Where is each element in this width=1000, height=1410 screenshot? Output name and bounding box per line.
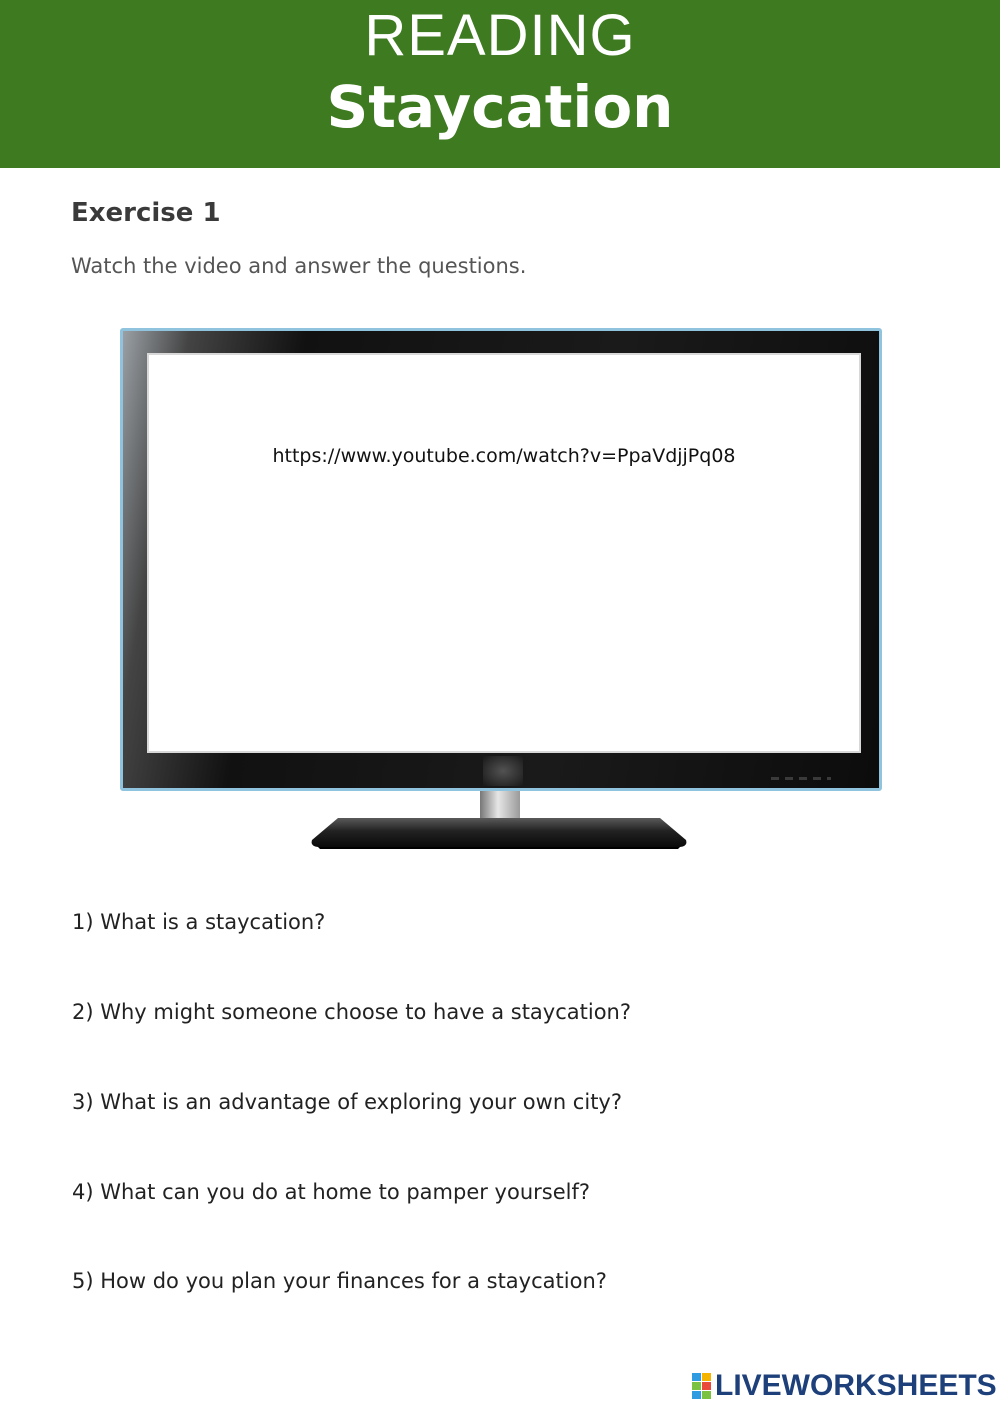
exercise-instructions: Watch the video and answer the questions. xyxy=(71,254,527,278)
tv-indicator-lights xyxy=(771,777,831,780)
question-2: 2) Why might someone choose to have a staycation? xyxy=(72,1000,632,1024)
exercise-title: Exercise 1 xyxy=(71,198,221,228)
tv-monitor xyxy=(120,328,882,791)
question-1: 1) What is a staycation? xyxy=(72,910,326,934)
question-3: 3) What is an advantage of exploring your own city? xyxy=(72,1090,622,1114)
page-title: Staycation xyxy=(326,73,674,141)
logo-mark-icon xyxy=(692,1373,712,1399)
video-url[interactable]: https://www.youtube.com/watch?v=PpaVdjjPq08 xyxy=(272,445,736,467)
question-5: 5) How do you plan your finances for a staycation? xyxy=(72,1269,607,1293)
page-header xyxy=(0,0,1000,168)
tv-stand-base xyxy=(310,816,688,850)
logo-wordmark: LIVEWORKSHEETS xyxy=(715,1369,997,1402)
liveworksheets-logo xyxy=(692,1370,997,1402)
tv-sheen xyxy=(483,756,523,786)
header-kicker: READING xyxy=(364,3,636,68)
question-4: 4) What can you do at home to pamper yourself? xyxy=(72,1180,591,1204)
video-screen[interactable] xyxy=(147,353,861,753)
